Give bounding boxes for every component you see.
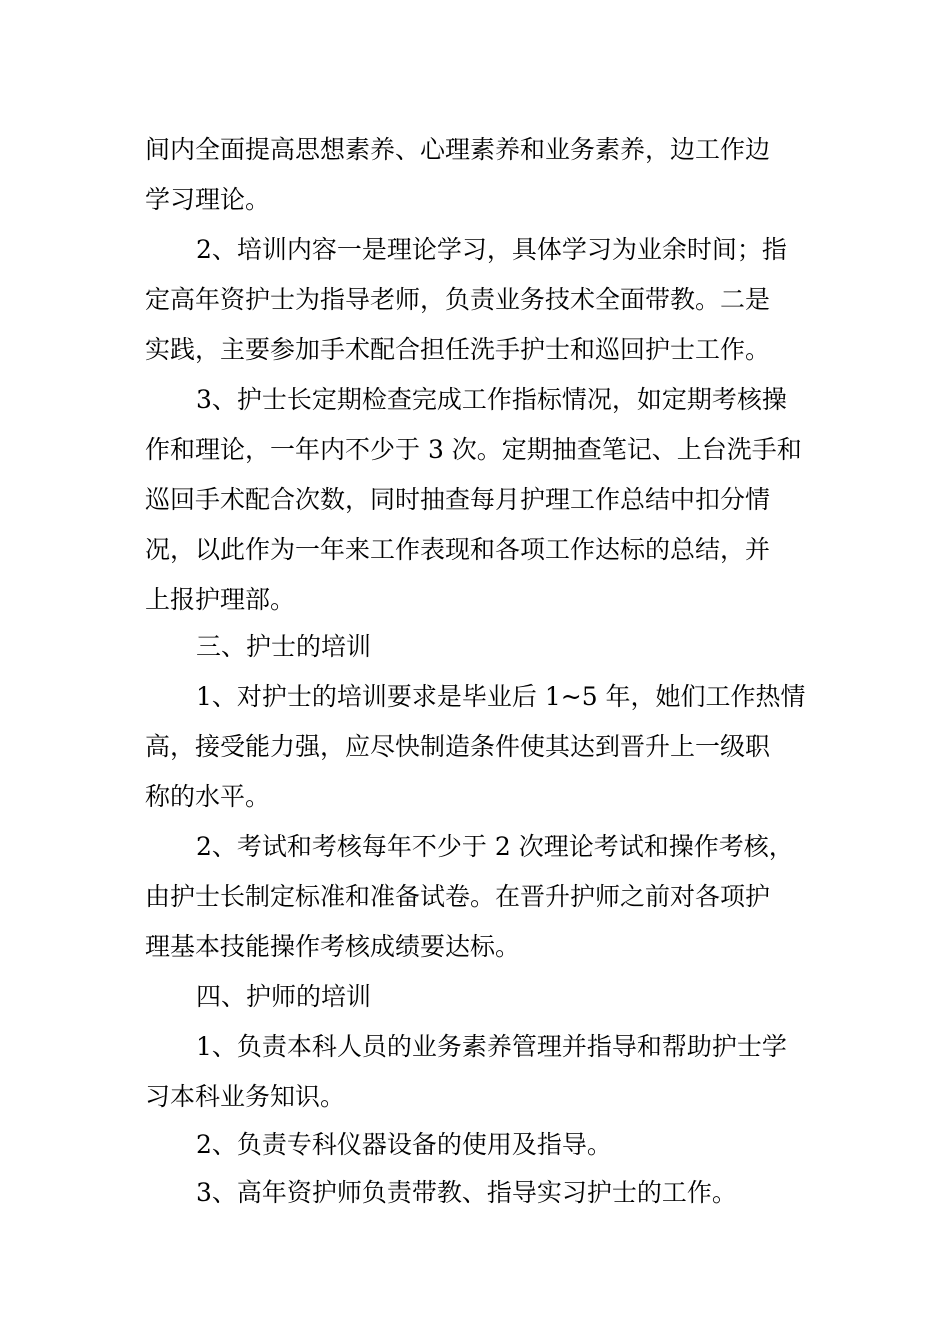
text-line: 由护士长制定标准和准备试卷。在晋升护师之前对各项护 bbox=[145, 882, 771, 911]
text-line: 作和理论，一年内不少于 3 次。定期抽查笔记、上台洗手和 bbox=[145, 435, 802, 464]
text-line: 巡回手术配合次数，同时抽查每月护理工作总结中扣分情 bbox=[145, 485, 771, 514]
text-line: 2、负责专科仪器设备的使用及指导。 bbox=[196, 1130, 612, 1159]
text-line: 学习理论。 bbox=[145, 185, 271, 214]
text-line: 3、高年资护师负责带教、指导实习护士的工作。 bbox=[196, 1178, 737, 1207]
text-line: 1、对护士的培训要求是毕业后 1~5 年，她们工作热情 bbox=[196, 682, 806, 711]
text-line: 理基本技能操作考核成绩要达标。 bbox=[145, 932, 521, 961]
text-line: 2、培训内容一是理论学习，具体学习为业余时间；指 bbox=[196, 235, 787, 264]
text-line: 1、负责本科人员的业务素养管理并指导和帮助护士学 bbox=[196, 1032, 787, 1061]
text-line: 间内全面提高思想素养、心理素养和业务素养，边工作边 bbox=[145, 135, 771, 164]
text-line: 习本科业务知识。 bbox=[145, 1082, 346, 1111]
text-line: 称的水平。 bbox=[145, 782, 271, 811]
text-line: 况，以此作为一年来工作表现和各项工作达标的总结，并 bbox=[145, 535, 771, 564]
text-line: 上报护理部。 bbox=[145, 585, 296, 614]
text-line: 高，接受能力强，应尽快制造条件使其达到晋升上一级职 bbox=[145, 732, 771, 761]
text-line: 实践，主要参加手术配合担任洗手护士和巡回护士工作。 bbox=[145, 335, 771, 364]
section-heading: 四、护师的培训 bbox=[196, 982, 372, 1011]
text-line: 2、考试和考核每年不少于 2 次理论考试和操作考核， bbox=[196, 832, 794, 861]
text-line: 定高年资护士为指导老师，负责业务技术全面带教。二是 bbox=[145, 285, 771, 314]
section-heading: 三、护士的培训 bbox=[196, 632, 372, 661]
text-line: 3、护士长定期检查完成工作指标情况，如定期考核操 bbox=[196, 385, 787, 414]
